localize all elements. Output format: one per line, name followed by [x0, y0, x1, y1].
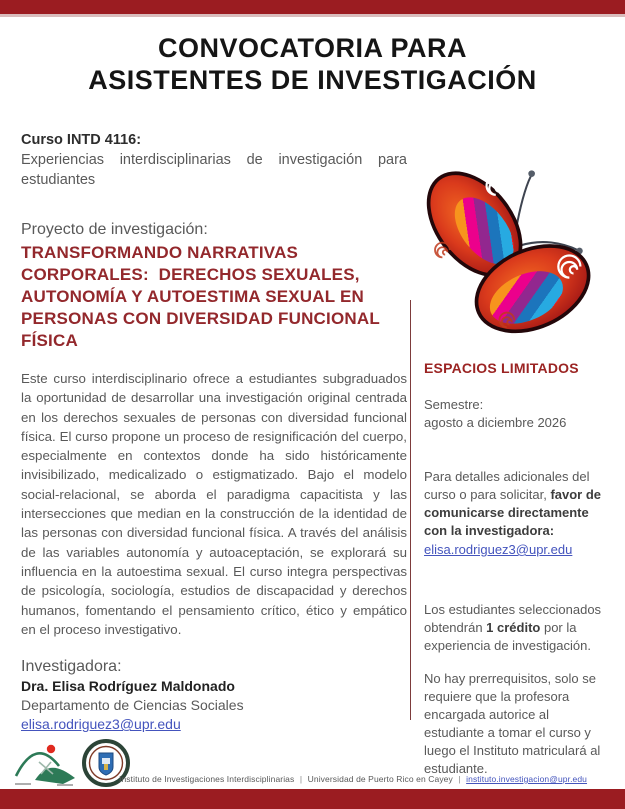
footer-email-link[interactable]: instituto.investigacion@upr.edu [466, 774, 588, 784]
footer-university: Universidad de Puerto Rico en Cayey [307, 774, 453, 784]
semester-block [424, 396, 611, 432]
investigator-email-link[interactable]: elisa.rodriguez3@upr.edu [21, 716, 181, 733]
credit-amount: 1 crédito [486, 620, 541, 635]
limited-spaces-heading: ESPACIOS LIMITADOS [424, 360, 579, 376]
contact-text: Para detalles adicionales del curso o para solicitar, [424, 469, 590, 502]
footer-separator: | [299, 774, 303, 784]
credit-text: Los estudiantes seleccionados obtendrán [424, 602, 602, 635]
credit-block [424, 601, 611, 655]
semester-label: Semestre: [424, 397, 484, 412]
investigator-name: Dra. Elisa Rodríguez Maldonado [21, 678, 235, 695]
project-title [21, 242, 407, 352]
investigator-block [21, 656, 407, 734]
sidebar-column [424, 360, 611, 778]
butterfly-antenna [516, 176, 531, 229]
credit-text-2: por la experiencia de investigación. [424, 620, 591, 653]
project-title-line: TRANSFORMANDO NARRATIVAS [21, 243, 299, 262]
investigator-label: Investigadora: [21, 658, 122, 676]
investigator-department: Departamento de Ciencias Sociales [21, 697, 244, 714]
main-column [21, 130, 407, 734]
page-title-line2: ASISTENTES DE INVESTIGACIÓN [88, 65, 537, 95]
column-divider [410, 300, 411, 720]
semester-value: agosto a diciembre 2026 [424, 415, 567, 430]
project-title-line: FÍSICA [21, 331, 78, 350]
institute-logo [13, 738, 79, 788]
project-description: Este curso interdisciplinario ofrece a estudiantes subgraduados la oportunidad de desarrollar una investigación original centrada en los derechos sexuales de personas con diversidad funcional física. El curso propone un proceso de resignificación del cuerpo, especialmente en contextos donde ha sido históricamente invisibilizado, medicalizado o estigmatizado. Bajo el modelo social-relacional, se aborda el paradigma capacitista y las intersecciones que median en la construcción de la identidad de las personas con diversidad funcional física. A través del análisis de las variables autonomía y autoaceptación, se explorará su influencia en la autoestima sexual. El curso integra perspectivas de psicología, sociología, estudios de discapacidad y derechos humanos, fomentando el pensamiento crítico, ético y empático en el proceso investigativo. [21, 371, 407, 637]
page-title [0, 32, 625, 96]
footer-separator: | [458, 774, 461, 784]
course-code-label: Curso INTD 4116: [21, 132, 142, 148]
project-title-line: CORPORALES: DERECHOS SEXUALES, [21, 265, 360, 284]
project-title-line: PERSONAS CON DIVERSIDAD FUNCIONAL [21, 309, 380, 328]
footer-text [119, 770, 615, 789]
page-title-line1: CONVOCATORIA PARA [157, 33, 467, 63]
contact-block [424, 468, 611, 559]
prerequisites-text: No hay prerrequisitos, solo se requiere que la profesora encargada autorice al estudiante a tomar el curso y luego el Instituto matriculará al estudiante. [424, 671, 601, 776]
bottom-red-bar [0, 789, 625, 809]
project-title-line: AUTONOMÍA Y AUTOESTIMA SEXUAL EN [21, 287, 364, 306]
footer-institute: Instituto de Investigaciones Interdisciplinarias [119, 774, 295, 784]
butterfly-logo [424, 154, 608, 346]
top-red-bar [0, 0, 625, 17]
contact-email-link[interactable]: elisa.rodriguez3@upr.edu [424, 542, 573, 557]
contact-text-bold: favor de comunicarse directamente con la investigadora: [424, 487, 602, 538]
project-label: Proyecto de investigación: [21, 221, 208, 238]
course-description: Experiencias interdisciplinarias de investigación para estudiantes [21, 152, 407, 188]
